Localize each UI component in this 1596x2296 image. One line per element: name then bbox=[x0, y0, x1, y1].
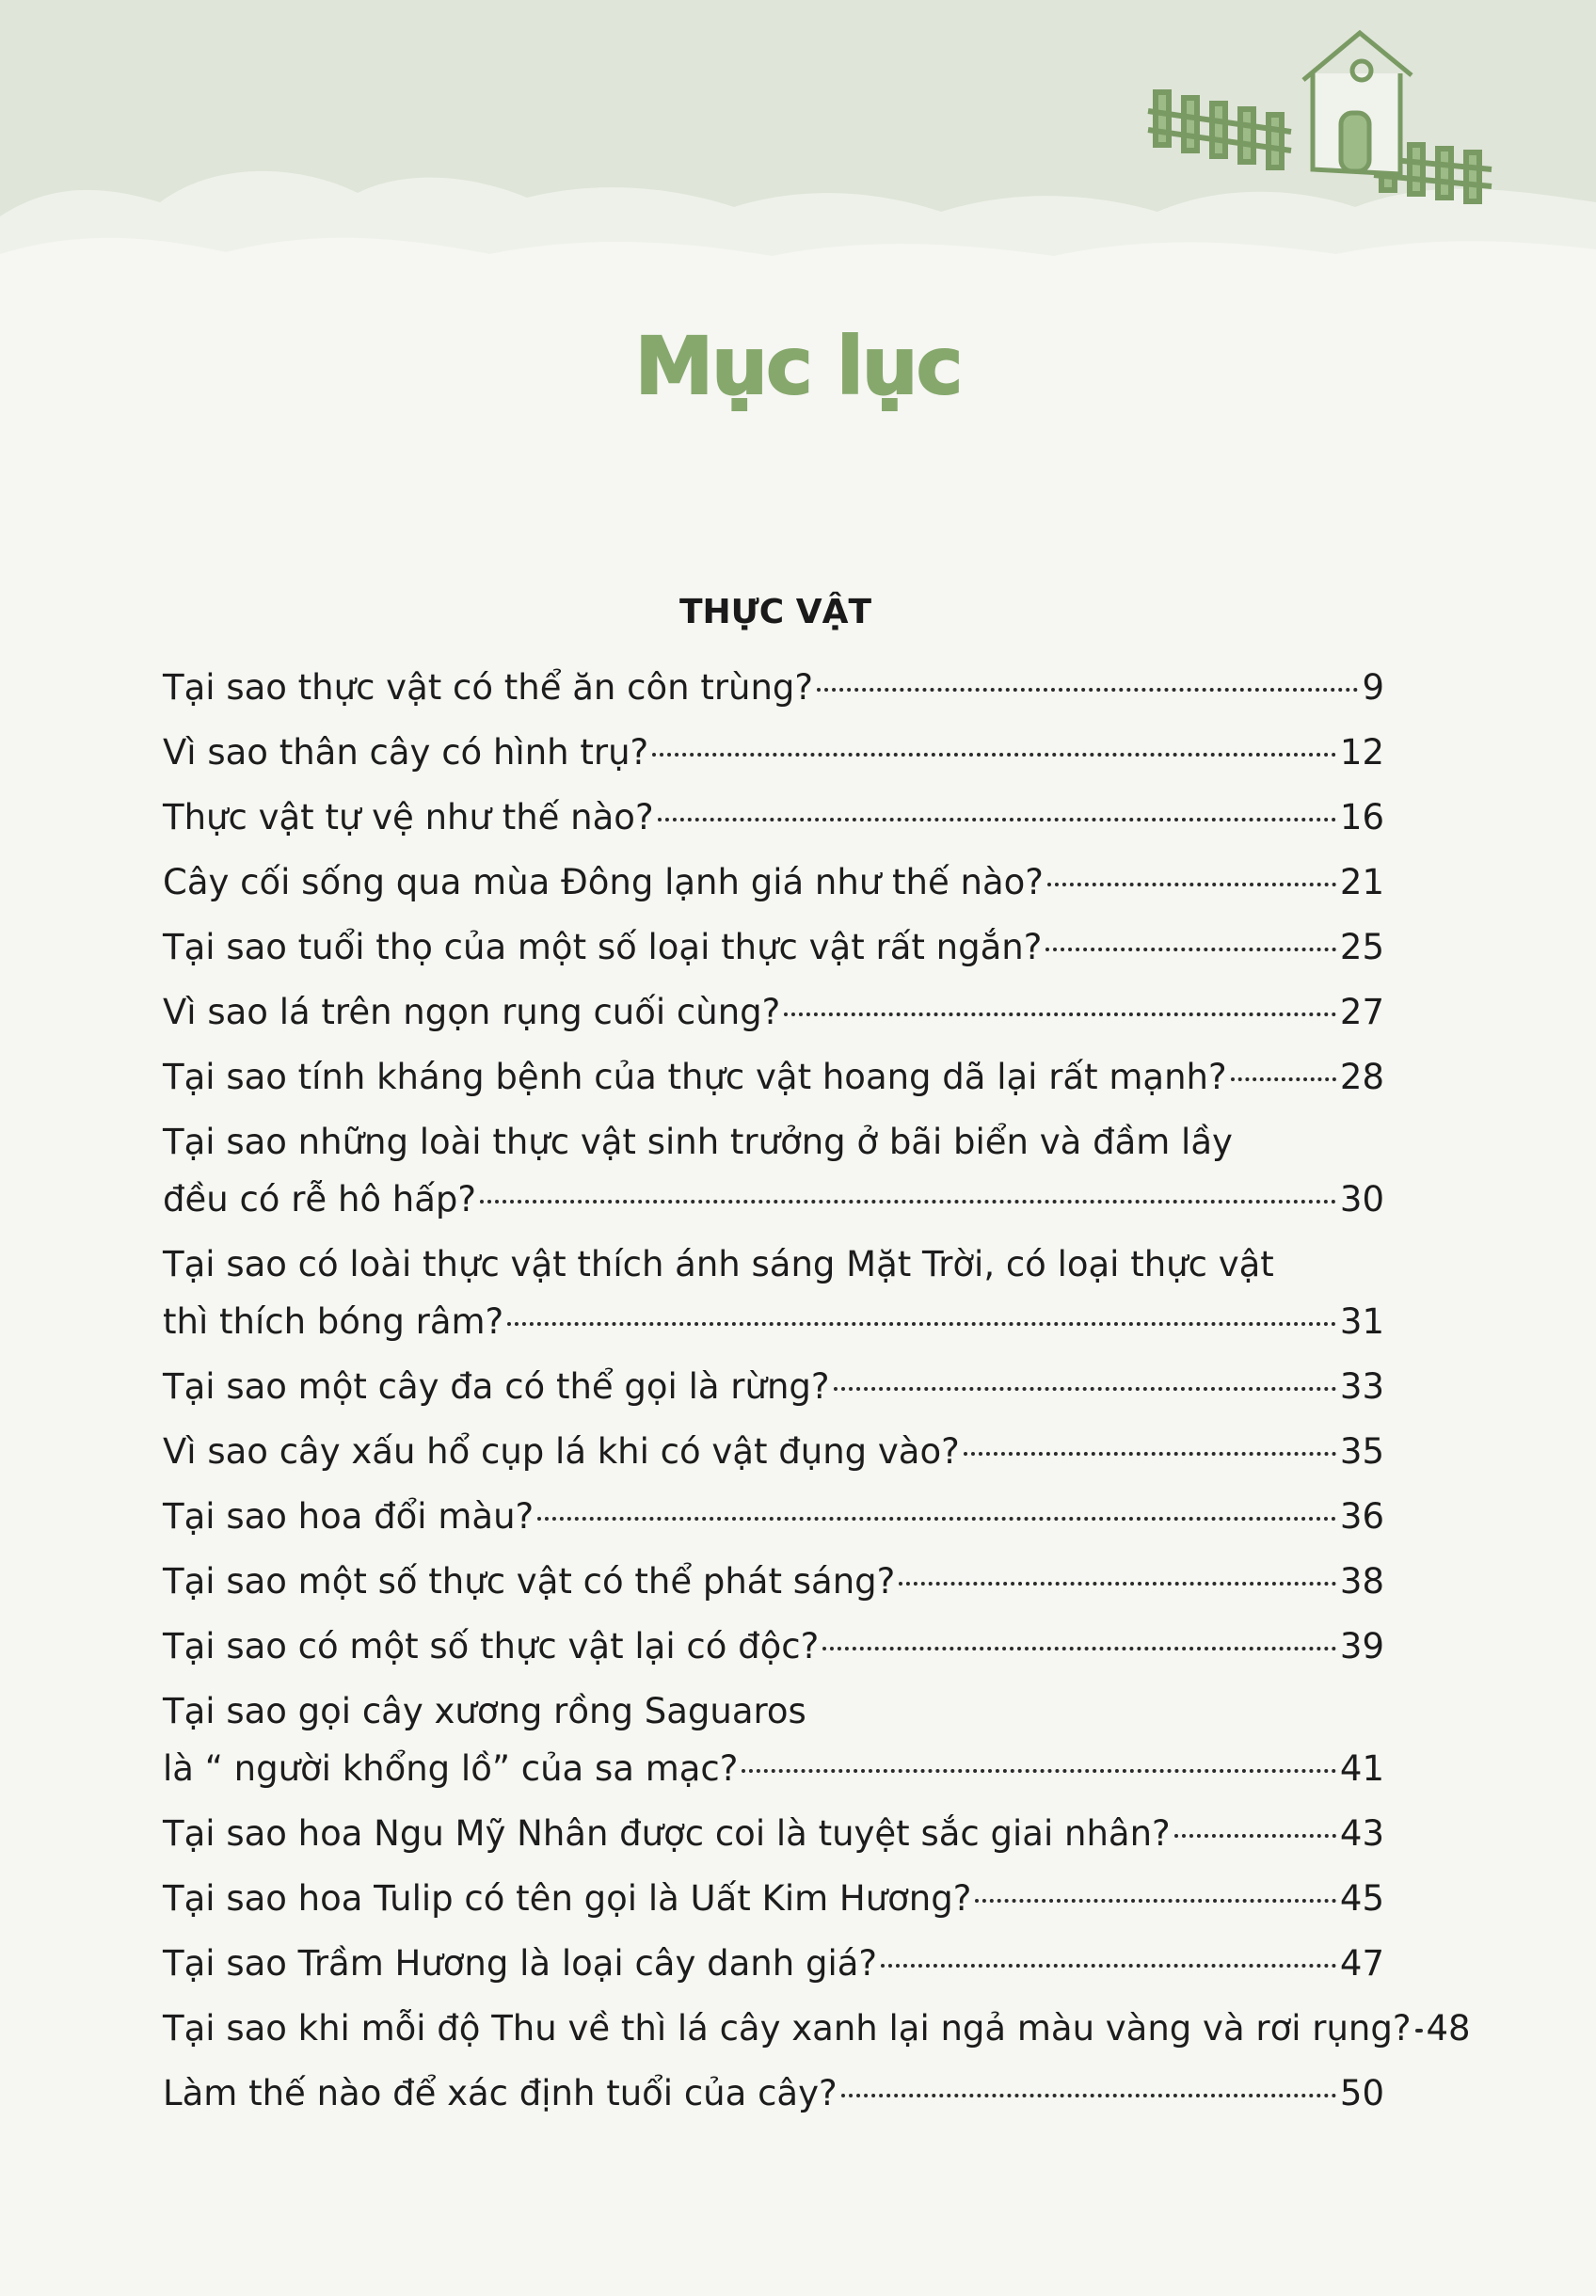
toc-entry-page-number: 48 bbox=[1426, 2008, 1471, 2049]
dot-leader bbox=[964, 1452, 1336, 1456]
toc-entry-row bbox=[163, 1171, 1384, 1228]
toc-entry[interactable] bbox=[163, 1682, 1384, 1797]
dot-leader bbox=[975, 1899, 1336, 1903]
toc-entry[interactable] bbox=[163, 853, 1384, 911]
toc-entry[interactable] bbox=[163, 1048, 1384, 1106]
toc-entry-page-number: 21 bbox=[1339, 862, 1384, 902]
toc-entry-row bbox=[163, 1805, 1384, 1862]
dot-leader bbox=[1231, 1077, 1336, 1081]
toc-entry-page-number: 35 bbox=[1339, 1431, 1384, 1472]
toc-entry-title: Tại sao khi mỗi độ Thu về thì lá cây xanh lại ngả màu vàng và rơi rụng? bbox=[163, 2008, 1412, 2049]
dot-leader bbox=[1045, 948, 1336, 951]
toc-entry-title: Làm thế nào để xác định tuổi của cây? bbox=[163, 2073, 838, 2113]
toc-entry[interactable] bbox=[163, 1236, 1384, 1350]
dot-leader bbox=[1415, 2029, 1423, 2033]
dot-leader bbox=[507, 1322, 1336, 1326]
toc-entry-page-number: 38 bbox=[1339, 1561, 1384, 1602]
toc-entry-title: Tại sao tuổi thọ của một số loại thực vật rất ngắn? bbox=[163, 927, 1043, 967]
toc-entry[interactable] bbox=[163, 918, 1384, 976]
toc-entry-row bbox=[163, 918, 1384, 976]
dot-leader bbox=[784, 1012, 1336, 1016]
toc-entry-row bbox=[163, 2000, 1471, 2057]
toc-entry-title: đều có rễ hô hấp? bbox=[163, 1179, 477, 1220]
toc-entry-page-number: 28 bbox=[1339, 1057, 1384, 1097]
toc-entry-row bbox=[163, 1618, 1384, 1675]
toc-entry-row bbox=[163, 659, 1384, 716]
toc-entry[interactable] bbox=[163, 1423, 1384, 1480]
toc-entry-page-number: 41 bbox=[1339, 1748, 1384, 1789]
toc-entry[interactable] bbox=[163, 983, 1384, 1041]
toc-entry[interactable] bbox=[163, 1618, 1384, 1675]
toc-entry-row bbox=[163, 789, 1384, 846]
toc-entry-page-number: 39 bbox=[1339, 1626, 1384, 1666]
toc-entry-page-number: 43 bbox=[1339, 1813, 1384, 1854]
toc-entry-row bbox=[163, 1358, 1384, 1415]
toc-entry[interactable] bbox=[163, 789, 1384, 846]
toc-entry-page-number: 9 bbox=[1362, 667, 1384, 708]
dot-leader bbox=[480, 1200, 1336, 1204]
dot-leader bbox=[1174, 1834, 1336, 1838]
dot-leader bbox=[822, 1647, 1336, 1650]
toc-entry[interactable] bbox=[163, 1553, 1384, 1610]
toc-entry-row bbox=[163, 1048, 1384, 1106]
toc-entry-page-number: 25 bbox=[1339, 927, 1384, 967]
toc-entry[interactable] bbox=[163, 2065, 1384, 2122]
toc-entry-row bbox=[163, 853, 1384, 911]
toc-entry-title: Vì sao lá trên ngọn rụng cuối cùng? bbox=[163, 992, 781, 1032]
dot-leader bbox=[658, 818, 1336, 821]
section-title: THỰC VẬT bbox=[679, 593, 871, 631]
dot-leader bbox=[1047, 883, 1336, 886]
dot-leader bbox=[652, 753, 1336, 757]
toc-entry-title-line: Tại sao những loài thực vật sinh trưởng ở bãi biển và đầm lầy bbox=[163, 1122, 1233, 1162]
toc-entry-page-number: 30 bbox=[1339, 1179, 1384, 1220]
toc-entry-title: Vì sao cây xấu hổ cụp lá khi có vật đụng vào? bbox=[163, 1431, 960, 1472]
toc-entry-row bbox=[163, 1293, 1384, 1350]
dot-leader bbox=[834, 1387, 1336, 1391]
toc-entry-row bbox=[163, 1870, 1384, 1927]
toc-entry-row bbox=[163, 1553, 1384, 1610]
toc-entry-title: Thực vật tự vệ như thế nào? bbox=[163, 797, 654, 837]
toc-entry[interactable] bbox=[163, 1870, 1384, 1927]
table-of-contents bbox=[163, 659, 1471, 2129]
toc-entry-title-line: Tại sao có loài thực vật thích ánh sáng Mặt Trời, có loại thực vật bbox=[163, 1244, 1274, 1284]
dot-leader bbox=[817, 688, 1358, 692]
toc-entry-page-number: 31 bbox=[1339, 1301, 1384, 1342]
toc-entry-page-number: 16 bbox=[1339, 797, 1384, 837]
dot-leader bbox=[841, 2094, 1336, 2097]
toc-entry-page-number: 50 bbox=[1339, 2073, 1384, 2113]
dot-leader bbox=[899, 1582, 1336, 1586]
toc-entry-row bbox=[163, 1935, 1384, 1992]
dot-leader bbox=[537, 1517, 1336, 1521]
toc-entry-page-number: 36 bbox=[1339, 1496, 1384, 1537]
toc-entry-title: thì thích bóng râm? bbox=[163, 1301, 504, 1342]
toc-entry-title: Tại sao tính kháng bệnh của thực vật hoang dã lại rất mạnh? bbox=[163, 1057, 1227, 1097]
toc-entry[interactable] bbox=[163, 1488, 1384, 1545]
toc-entry-row bbox=[163, 1488, 1384, 1545]
toc-entry-title: Cây cối sống qua mùa Đông lạnh giá như thế nào? bbox=[163, 862, 1044, 902]
toc-entry-title: Tại sao thực vật có thể ăn côn trùng? bbox=[163, 667, 814, 708]
toc-entry[interactable] bbox=[163, 724, 1384, 781]
dot-leader bbox=[742, 1769, 1336, 1773]
toc-entry[interactable] bbox=[163, 1805, 1384, 1862]
toc-entry[interactable] bbox=[163, 659, 1384, 716]
toc-entry-title: Tại sao một cây đa có thể gọi là rừng? bbox=[163, 1366, 830, 1407]
toc-entry-row bbox=[163, 2065, 1384, 2122]
toc-entry-title: Vì sao thân cây có hình trụ? bbox=[163, 732, 649, 773]
toc-entry-title: là “ người khổng lồ” của sa mạc? bbox=[163, 1748, 739, 1789]
toc-entry-title: Tại sao hoa đổi màu? bbox=[163, 1496, 535, 1537]
header-illustration bbox=[0, 0, 1596, 301]
toc-entry-page-number: 45 bbox=[1339, 1878, 1384, 1919]
toc-entry[interactable] bbox=[163, 2000, 1471, 2057]
toc-entry[interactable] bbox=[163, 1358, 1384, 1415]
toc-entry[interactable] bbox=[163, 1113, 1384, 1228]
toc-entry-row bbox=[163, 1423, 1384, 1480]
page-title: Mục lục bbox=[634, 320, 962, 412]
toc-entry-row bbox=[163, 1740, 1384, 1797]
toc-entry-row bbox=[163, 724, 1384, 781]
toc-entry-page-number: 47 bbox=[1339, 1943, 1384, 1984]
toc-entry[interactable] bbox=[163, 1935, 1384, 1992]
toc-entry-title-line: Tại sao gọi cây xương rồng Saguaros bbox=[163, 1691, 806, 1731]
toc-entry-title: Tại sao có một số thực vật lại có độc? bbox=[163, 1626, 820, 1666]
toc-entry-page-number: 27 bbox=[1339, 992, 1384, 1032]
toc-entry-title: Tại sao một số thực vật có thể phát sáng? bbox=[163, 1561, 896, 1602]
dot-leader bbox=[881, 1964, 1336, 1968]
toc-entry-page-number: 33 bbox=[1339, 1366, 1384, 1407]
toc-entry-title: Tại sao hoa Tulip có tên gọi là Uất Kim Hương? bbox=[163, 1878, 972, 1919]
toc-entry-page-number: 12 bbox=[1339, 732, 1384, 773]
toc-entry-row bbox=[163, 983, 1384, 1041]
toc-entry-title: Tại sao Trầm Hương là loại cây danh giá? bbox=[163, 1943, 878, 1984]
toc-entry-title: Tại sao hoa Ngu Mỹ Nhân được coi là tuyệt sắc giai nhân? bbox=[163, 1813, 1171, 1854]
